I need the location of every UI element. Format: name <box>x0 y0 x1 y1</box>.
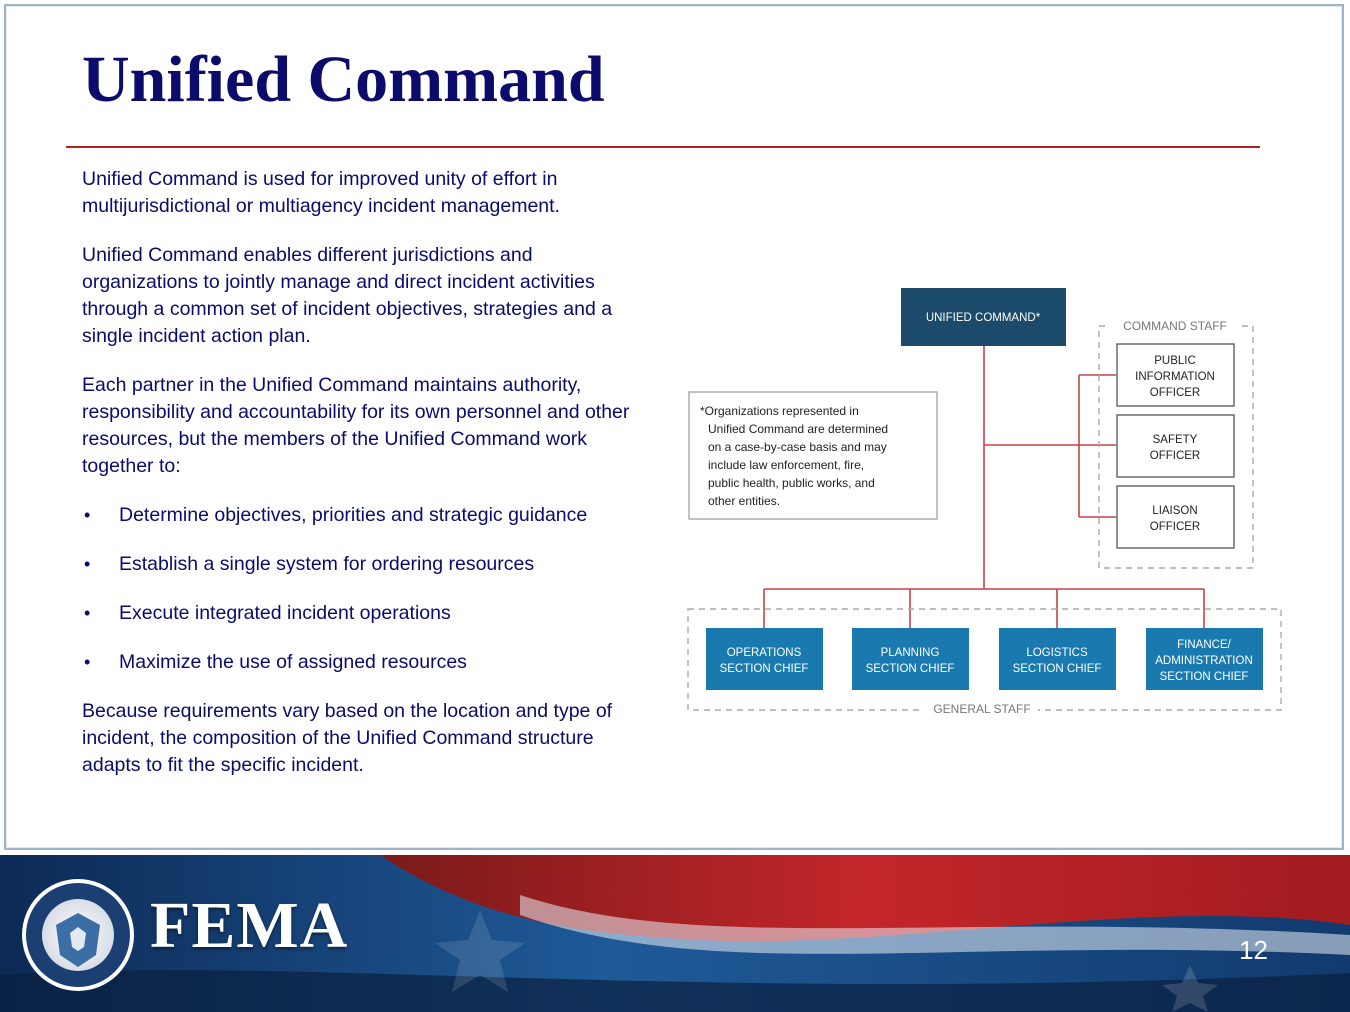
bullet-list <box>82 502 642 676</box>
body-paragraph-1: Unified Command is used for improved unity of effort in multijurisdictional or multiagency incident management. <box>82 168 560 217</box>
footnote-line: *Organizations represented in <box>700 404 859 418</box>
slide-title: Unified Command <box>82 43 605 116</box>
finance-label: FINANCE/ <box>1177 639 1231 651</box>
finance-label: ADMINISTRATION <box>1155 655 1253 667</box>
logistics-label: SECTION CHIEF <box>1012 663 1102 675</box>
liaison-officer-box <box>1117 486 1234 548</box>
planning-label: PLANNING <box>880 647 940 659</box>
unified-command-label: UNIFIED COMMAND* <box>925 312 1041 324</box>
footer-banner <box>0 855 1350 1012</box>
logistics-section-chief-box <box>999 628 1116 690</box>
safety-label: OFFICER <box>1149 450 1201 462</box>
footnote-line: on a case-by-case basis and may <box>708 440 887 454</box>
bullet-item: • Establish a single system for ordering resources <box>82 551 642 578</box>
pio-label: INFORMATION <box>1135 371 1215 383</box>
bullet-item: • Execute integrated incident operations <box>82 600 642 627</box>
command-staff-label: COMMAND STAFF <box>1123 319 1227 333</box>
footnote-line: include law enforcement, fire, <box>708 458 865 472</box>
finance-label: SECTION CHIEF <box>1159 671 1249 683</box>
body-paragraph-4: Because requirements vary based on the location and type of incident, the composition of the Unified Command structure adapts to fit the specific incident. <box>82 700 613 776</box>
operations-label: SECTION CHIEF <box>719 663 809 675</box>
page-number: 12 <box>1239 935 1268 965</box>
liaison-label: LIAISON <box>1152 505 1198 517</box>
pio-label: PUBLIC <box>1154 355 1196 367</box>
logistics-label: LOGISTICS <box>1026 647 1088 659</box>
org-chart <box>684 285 1284 725</box>
liaison-label: OFFICER <box>1149 521 1201 533</box>
safety-officer-box <box>1117 415 1234 477</box>
operations-label: OPERATIONS <box>726 647 802 659</box>
planning-section-chief-box <box>852 628 969 690</box>
pio-label: OFFICER <box>1149 387 1201 399</box>
body-paragraph-3: Each partner in the Unified Command maintains authority, responsibility and accountability for its own personnel and other resources, but the members of the Unified Command work together to: <box>82 374 630 477</box>
fema-logo-text: FEMA <box>150 889 349 962</box>
bullet-item: • Maximize the use of assigned resources <box>82 649 642 676</box>
planning-label: SECTION CHIEF <box>865 663 955 675</box>
safety-label: SAFETY <box>1152 434 1198 446</box>
general-staff-label: GENERAL STAFF <box>933 702 1031 716</box>
footnote-line: Unified Command are determined <box>708 422 889 436</box>
slide-body <box>82 166 642 801</box>
title-divider <box>66 146 1260 148</box>
dhs-seal <box>22 879 134 991</box>
footnote-line: public health, public works, and <box>708 476 875 490</box>
body-paragraph-2: Unified Command enables different jurisdictions and organizations to jointly manage and direct incident activities through a common set of incident objectives, strategies and a single incident action plan. <box>82 244 613 347</box>
operations-section-chief-box <box>706 628 823 690</box>
bullet-item: • Determine objectives, priorities and strategic guidance <box>82 502 642 529</box>
footnote-line: other entities. <box>708 494 781 508</box>
